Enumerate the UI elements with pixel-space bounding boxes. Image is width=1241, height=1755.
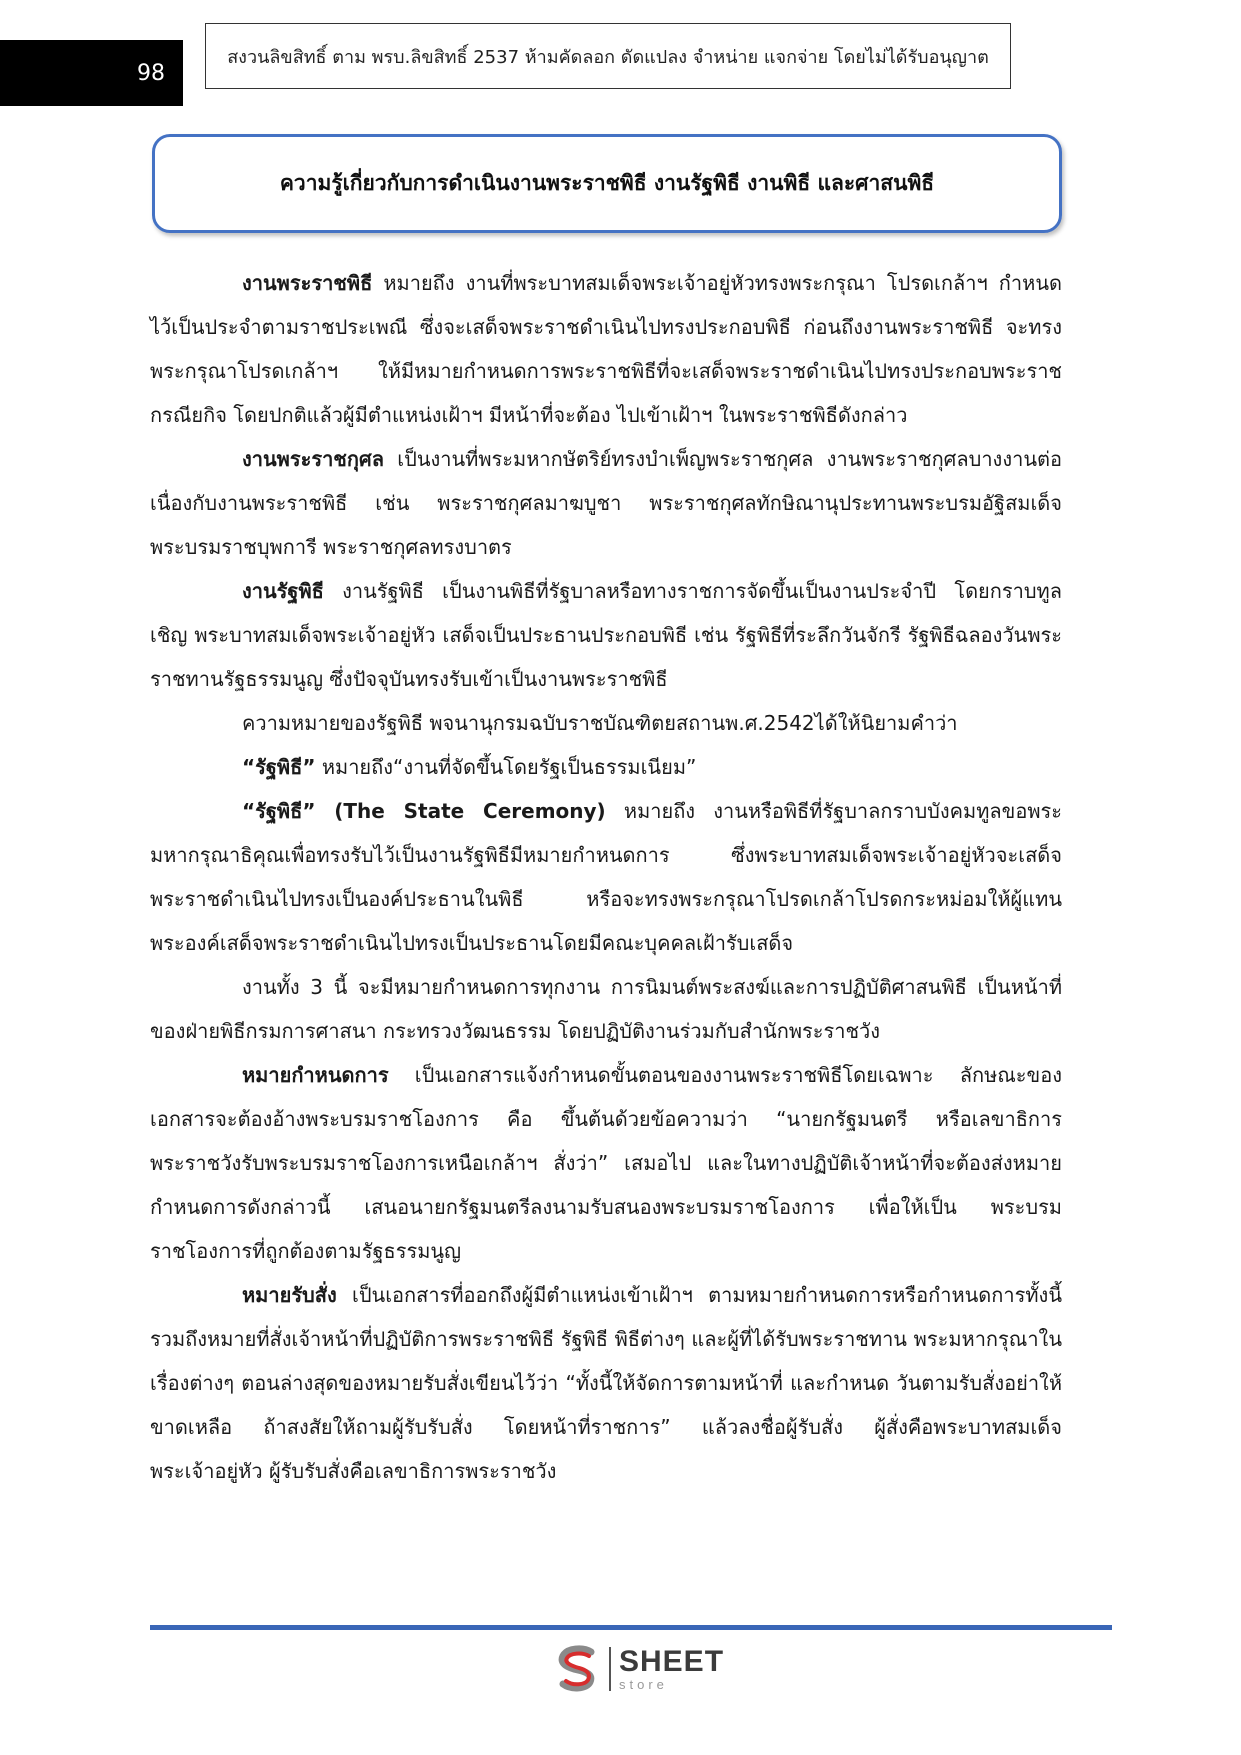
logo-separator — [609, 1647, 611, 1691]
term: “รัฐพิธี” (The State Ceremony) — [242, 799, 606, 823]
term: หมายรับสั่ง — [242, 1283, 337, 1307]
footer-divider — [150, 1625, 1112, 1630]
document-body — [150, 261, 1062, 1493]
paragraph-royal-ceremony — [150, 261, 1062, 437]
page-number-tab — [0, 40, 183, 106]
paragraph-text: งานรัฐพิธี เป็นงานพิธีที่รัฐบาลหรือทางราชการจัดขึ้นเป็นงานประจำปี โดยกราบทูลเชิญ พระบาทสมเด็จพระเจ้าอยู่หัว เสด็จเป็นประธานประกอบพิธี เช่น รัฐพิธีที่ระลึกวันจักรี รัฐพิธีฉลองวันพระราชทานรัฐธรรมนูญ ซึ่งปัจจุบันทรงรับเข้าเป็นงานพระราชพิธี — [150, 579, 1062, 691]
sheet-logo-icon — [553, 1644, 603, 1694]
paragraph-state-ceremony — [150, 569, 1062, 701]
paragraph-text: เป็นเอกสารที่ออกถึงผู้มีตำแหน่งเข้าเฝ้าฯ ตามหมายกำหนดการหรือกำหนดการทั้งนี้ รวมถึงหมายที่สั่งเจ้าหน้าที่ปฏิบัติการพระราชพิธี รัฐพิธี พิธีต่างๆ และผู้ที่ได้รับพระราชทาน พระมหากรุณาในเรื่องต่างๆ ตอนล่างสุดของหมายรับสั่งเขียนไว้ว่า “ทั้งนี้ให้จัดการตามหน้าที่ และกำหนด วันตามรับสั่งอย่าให้ขาดเหลือ ถ้าสงสัยให้ถามผู้รับรับสั่ง โดยหน้าที่ราชการ” แล้วลงชื่อผู้รับสั่ง ผู้สั่งคือพระบาทสมเด็จพระเจ้าอยู่หัว ผู้รับรับสั่งคือเลขาธิการพระราชวัง — [150, 1283, 1062, 1483]
logo-wordmark — [619, 1647, 724, 1691]
section-title: ความรู้เกี่ยวกับการดำเนินงานพระราชพิธี งานรัฐพิธี งานพิธี และศาสนพิธี — [279, 171, 935, 195]
paragraph-text: หมายถึง“งานที่จัดขึ้นโดยรัฐเป็นธรรมเนียม” — [315, 755, 697, 779]
paragraph-text: ความหมายของรัฐพิธี พจนานุกรมฉบับราชบัณฑิตยสถานพ.ศ.2542ได้ให้นิยามคำว่า — [242, 711, 958, 735]
paragraph-three-events — [150, 965, 1062, 1053]
paragraph-definition-2 — [150, 789, 1062, 965]
term: “รัฐพิธี” — [242, 755, 316, 779]
paragraph-definition-intro — [150, 701, 1062, 745]
paragraph-schedule-notice — [150, 1053, 1062, 1273]
term: งานพระราชพิธี — [242, 271, 373, 295]
copyright-notice — [205, 23, 1011, 89]
copyright-text: สงวนลิขสิทธิ์ ตาม พรบ.ลิขสิทธิ์ 2537 ห้ามคัดลอก ดัดแปลง จำหน่าย แจกจ่าย โดยไม่ได้รับอนุญาต — [227, 46, 989, 68]
paragraph-text: เป็นเอกสารแจ้งกำหนดขั้นตอนของงานพระราชพิธีโดยเฉพาะ ลักษณะของเอกสารจะต้องอ้างพระบรมราชโองการ คือ ขึ้นต้นด้วยข้อความว่า “นายกรัฐมนตรี หรือเลขาธิการพระราชวังรับพระบรมราชโองการเหนือเกล้าฯ สั่งว่า” เสมอไป และในทางปฏิบัติเจ้าหน้าที่จะต้องส่งหมายกำหนดการดังกล่าวนี้ เสนอนายกรัฐมนตรีลงนามรับสนองพระบรมราชโองการ เพื่อให้เป็น พระบรมราชโองการที่ถูกต้องตามรัฐธรรมนูญ — [150, 1063, 1062, 1263]
paragraph-text: งานทั้ง 3 นี้ จะมีหมายกำหนดการทุกงาน การนิมนต์พระสงฆ์และการปฏิบัติศาสนพิธี เป็นหน้าที่ของฝ่ายพิธีกรมการศาสนา กระทรวงวัฒนธรรม โดยปฏิบัติงานร่วมกับสำนักพระราชวัง — [150, 975, 1062, 1043]
term: งานรัฐพิธี — [242, 579, 324, 603]
term: งานพระราชกุศล — [242, 447, 384, 471]
logo-subtitle: store — [619, 1677, 668, 1692]
page-number: 98 — [137, 60, 165, 86]
paragraph-text: เป็นงานที่พระมหากษัตริย์ทรงบำเพ็ญพระราชกุศล งานพระราชกุศลบางงานต่อเนื่องกับงานพระราชพิธี เช่น พระราชกุศลมาฆบูชา พระราชกุศลทักษิณานุประทานพระบรมอัฐิสมเด็จพระบรมราชบุพการี พระราชกุศลทรงบาตร — [150, 447, 1062, 559]
paragraph-text: หมายถึง งานหรือพิธีที่รัฐบาลกราบบังคมทูลขอพระมหากรุณาธิคุณเพื่อทรงรับไว้เป็นงานรัฐพิธีมีหมายกำหนดการ ซึ่งพระบาทสมเด็จพระเจ้าอยู่หัวจะเสด็จพระราชดำเนินไปทรงเป็นองค์ประธานในพิธี หรือจะทรงพระกรุณาโปรดเกล้าโปรดกระหม่อมให้ผู้แทนพระองค์เสด็จพระราชดำเนินไปทรงเป็นประธานโดยมีคณะบุคคลเฝ้ารับเสด็จ — [150, 799, 1062, 955]
sheet-store-logo — [553, 1644, 724, 1694]
section-title-box — [152, 134, 1062, 233]
paragraph-royal-merit — [150, 437, 1062, 569]
term: หมายกำหนดการ — [242, 1063, 389, 1087]
paragraph-text: หมายถึง งานที่พระบาทสมเด็จพระเจ้าอยู่หัวทรงพระกรุณา โปรดเกล้าฯ กำหนดไว้เป็นประจำตามราชประเพณี ซึ่งจะเสด็จพระราชดำเนินไปทรงประกอบพิธี ก่อนถึงงานพระราชพิธี จะทรงพระกรุณาโปรดเกล้าฯ ให้มีหมายกำหนดการพระราชพิธีที่จะเสด็จพระราชดำเนินไปทรงประกอบพระราชกรณียกิจ โดยปกติแล้วผู้มีตำแหน่งเฝ้าฯ มีหน้าที่จะต้อง ไปเข้าเฝ้าฯ ในพระราชพิธีดังกล่าว — [150, 271, 1062, 427]
paragraph-royal-command-notice — [150, 1273, 1062, 1493]
paragraph-definition-1 — [150, 745, 1062, 789]
logo-name: SHEET — [619, 1645, 725, 1678]
